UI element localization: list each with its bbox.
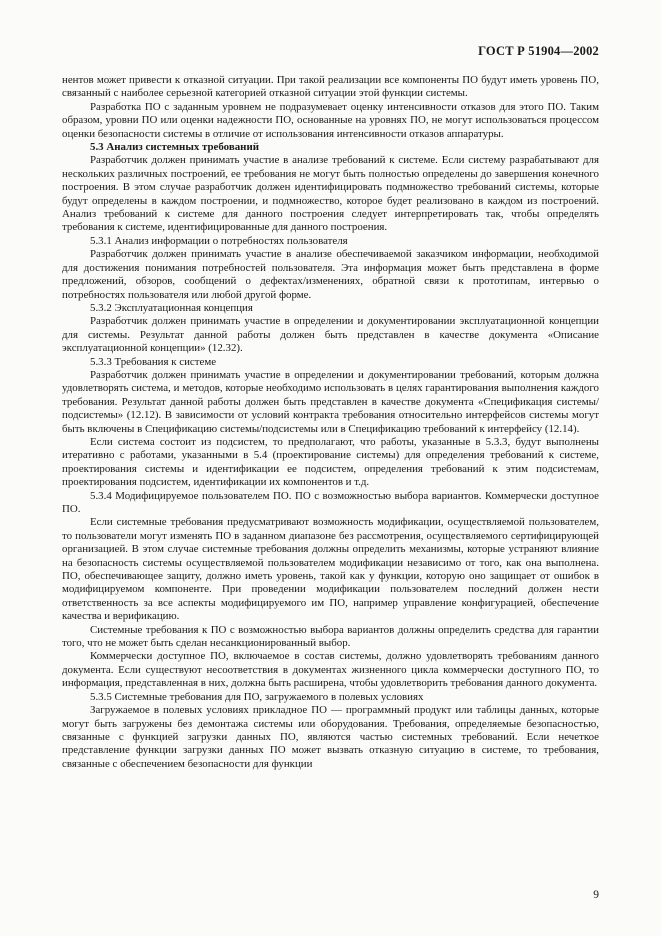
page-number: 9 — [593, 889, 599, 901]
paragraph: Загружаемое в полевых условиях прикладное ПО — программный продукт или таблицы данных, которые могут быть загружены без демонтажа системы или оборудования. Требования, определяемые безопасностью, связанные с функцией загрузки данных ПО, являются частью системных требований. Если нечеткое представление функции загрузки данных ПО может вызвать отказную ситуацию в системе, то требования, связанные с обеспечением безопасности для функции — [62, 704, 599, 770]
paragraph: Системные требования к ПО с возможностью выбора вариантов должны определить средства для гарантии того, что не может быть сделан несанкционированный выбор. — [62, 623, 599, 650]
subsection-heading: 5.3.4 Модифицируемое пользователем ПО. ПО с возможностью выбора вариантов. Коммерчески доступное ПО. — [62, 489, 599, 515]
subsection-heading: 5.3.1 Анализ информации о потребностях пользователя — [90, 234, 348, 247]
section-heading-text: 5.3 Анализ системных требований — [90, 141, 259, 154]
paragraph: Разработчик должен принимать участие в определении и документировании требований, которым должна удовлетворять система, и методов, которые необходимо использовать в целях гарантирования выполнения каждого требования. Результат данной работы должен быть представлен в качестве документа «Спецификация системы/подсистемы» (12.12). В зависимости от условий контракта требования относительно интерфейсов системы могут быть включены в Спецификацию системы/подсистемы или в Спецификацию требований к интерфейсу (12.14). — [62, 368, 599, 435]
document-code-header: ГОСТ Р 51904—2002 — [478, 44, 599, 58]
body-text — [62, 74, 599, 771]
section-heading — [62, 141, 599, 154]
paragraph: нентов может привести к отказной ситуации. При такой реализации все компоненты ПО будут иметь уровень ПО, связанный с наиболее серьезной категорией отказной ситуации этой функции системы. — [62, 74, 599, 100]
paragraph: Разработчик должен принимать участие в определении и документировании эксплуатационной концепции для системы. Результат данной работы должен быть представлен в качестве документа «Описание эксплуатационной концепции» (12.32). — [62, 315, 599, 355]
paragraph: Если система состоит из подсистем, то предполагают, что работы, указанные в 5.3.3, будут выполнены итеративно с работами, указанными в 5.4 (проектирование системы) для определения требований к системе, проектирования системы и идентификации ее подсистем, определения требований к этим подсистемам, проектирования подсистем, идентификации их компонентов и т.д. — [62, 435, 599, 489]
paragraph: Разработка ПО с заданным уровнем не подразумевает оценку интенсивности отказов для этого ПО. Таким образом, уровни ПО или оценки надежности ПО, основанные на уровнях ПО, не могут использоваться процессом оценки безопасности системы в отличие от использования интенсивности отказов аппаратуры. — [62, 100, 599, 140]
subsection-heading: 5.3.2 Эксплуатационная концепция — [90, 301, 253, 314]
paragraph: Коммерчески доступное ПО, включаемое в состав системы, должно удовлетворять требованиям данного документа. Если существуют несоответствия в документах жизненного цикла коммерчески доступного ПО, то информация, представленная в них, должна быть расширена, чтобы удовлетворить требования данного документа. — [62, 650, 599, 690]
paragraph: Разработчик должен принимать участие в анализе обеспечиваемой заказчиком информации, необходимой для достижения понимания потребностей пользователя. Эта информация может быть представлена в форме предложений, обзоров, сообщений о дефектах/изменениях, обратной связи к прототипам, интервью о потребностях пользователя или любой другой форме. — [62, 248, 599, 301]
paragraph: Если системные требования предусматривают возможность модификации, осуществляемой пользователем, то пользователи могут изменять ПО в заданном диапазоне без рассмотрения, осуществляемого сертифицирующей организацией. В этом случае системные требования должны определить механизмы, которые устраняют влияние на безопасность системы осуществляемой пользователем модификации независимо от того, как она выполнена. ПО, обеспечивающее защиту, должно иметь уровень, такой как у функции, которую оно защищает от ошибок в модифицируемом компоненте. При проведении модификации пользователем последний должен нести ответственность за все аспекты модифицируемого им ПО, например управление конфигурацией, обеспечение качества и верификацию. — [62, 516, 599, 623]
paragraph: Разработчик должен принимать участие в анализе требований к системе. Если систему разрабатывают для нескольких различных построений, ее требования не могут быть полностью определены до завершения конечного построения. В этом случае разработчик должен идентифицировать подмножество требований системы, которые будут определены в каждом построении, и подмножество, которое будет реализовано в каждом из построений. Анализ требований к системе для данного построения следует интерпретировать так, чтобы определять требования к системе, идентифицированные для данного построения. — [62, 154, 599, 234]
subsection-heading: 5.3.5 Системные требования для ПО, загружаемого в полевых условиях — [90, 690, 424, 703]
subsection-heading: 5.3.3 Требования к системе — [90, 355, 217, 368]
